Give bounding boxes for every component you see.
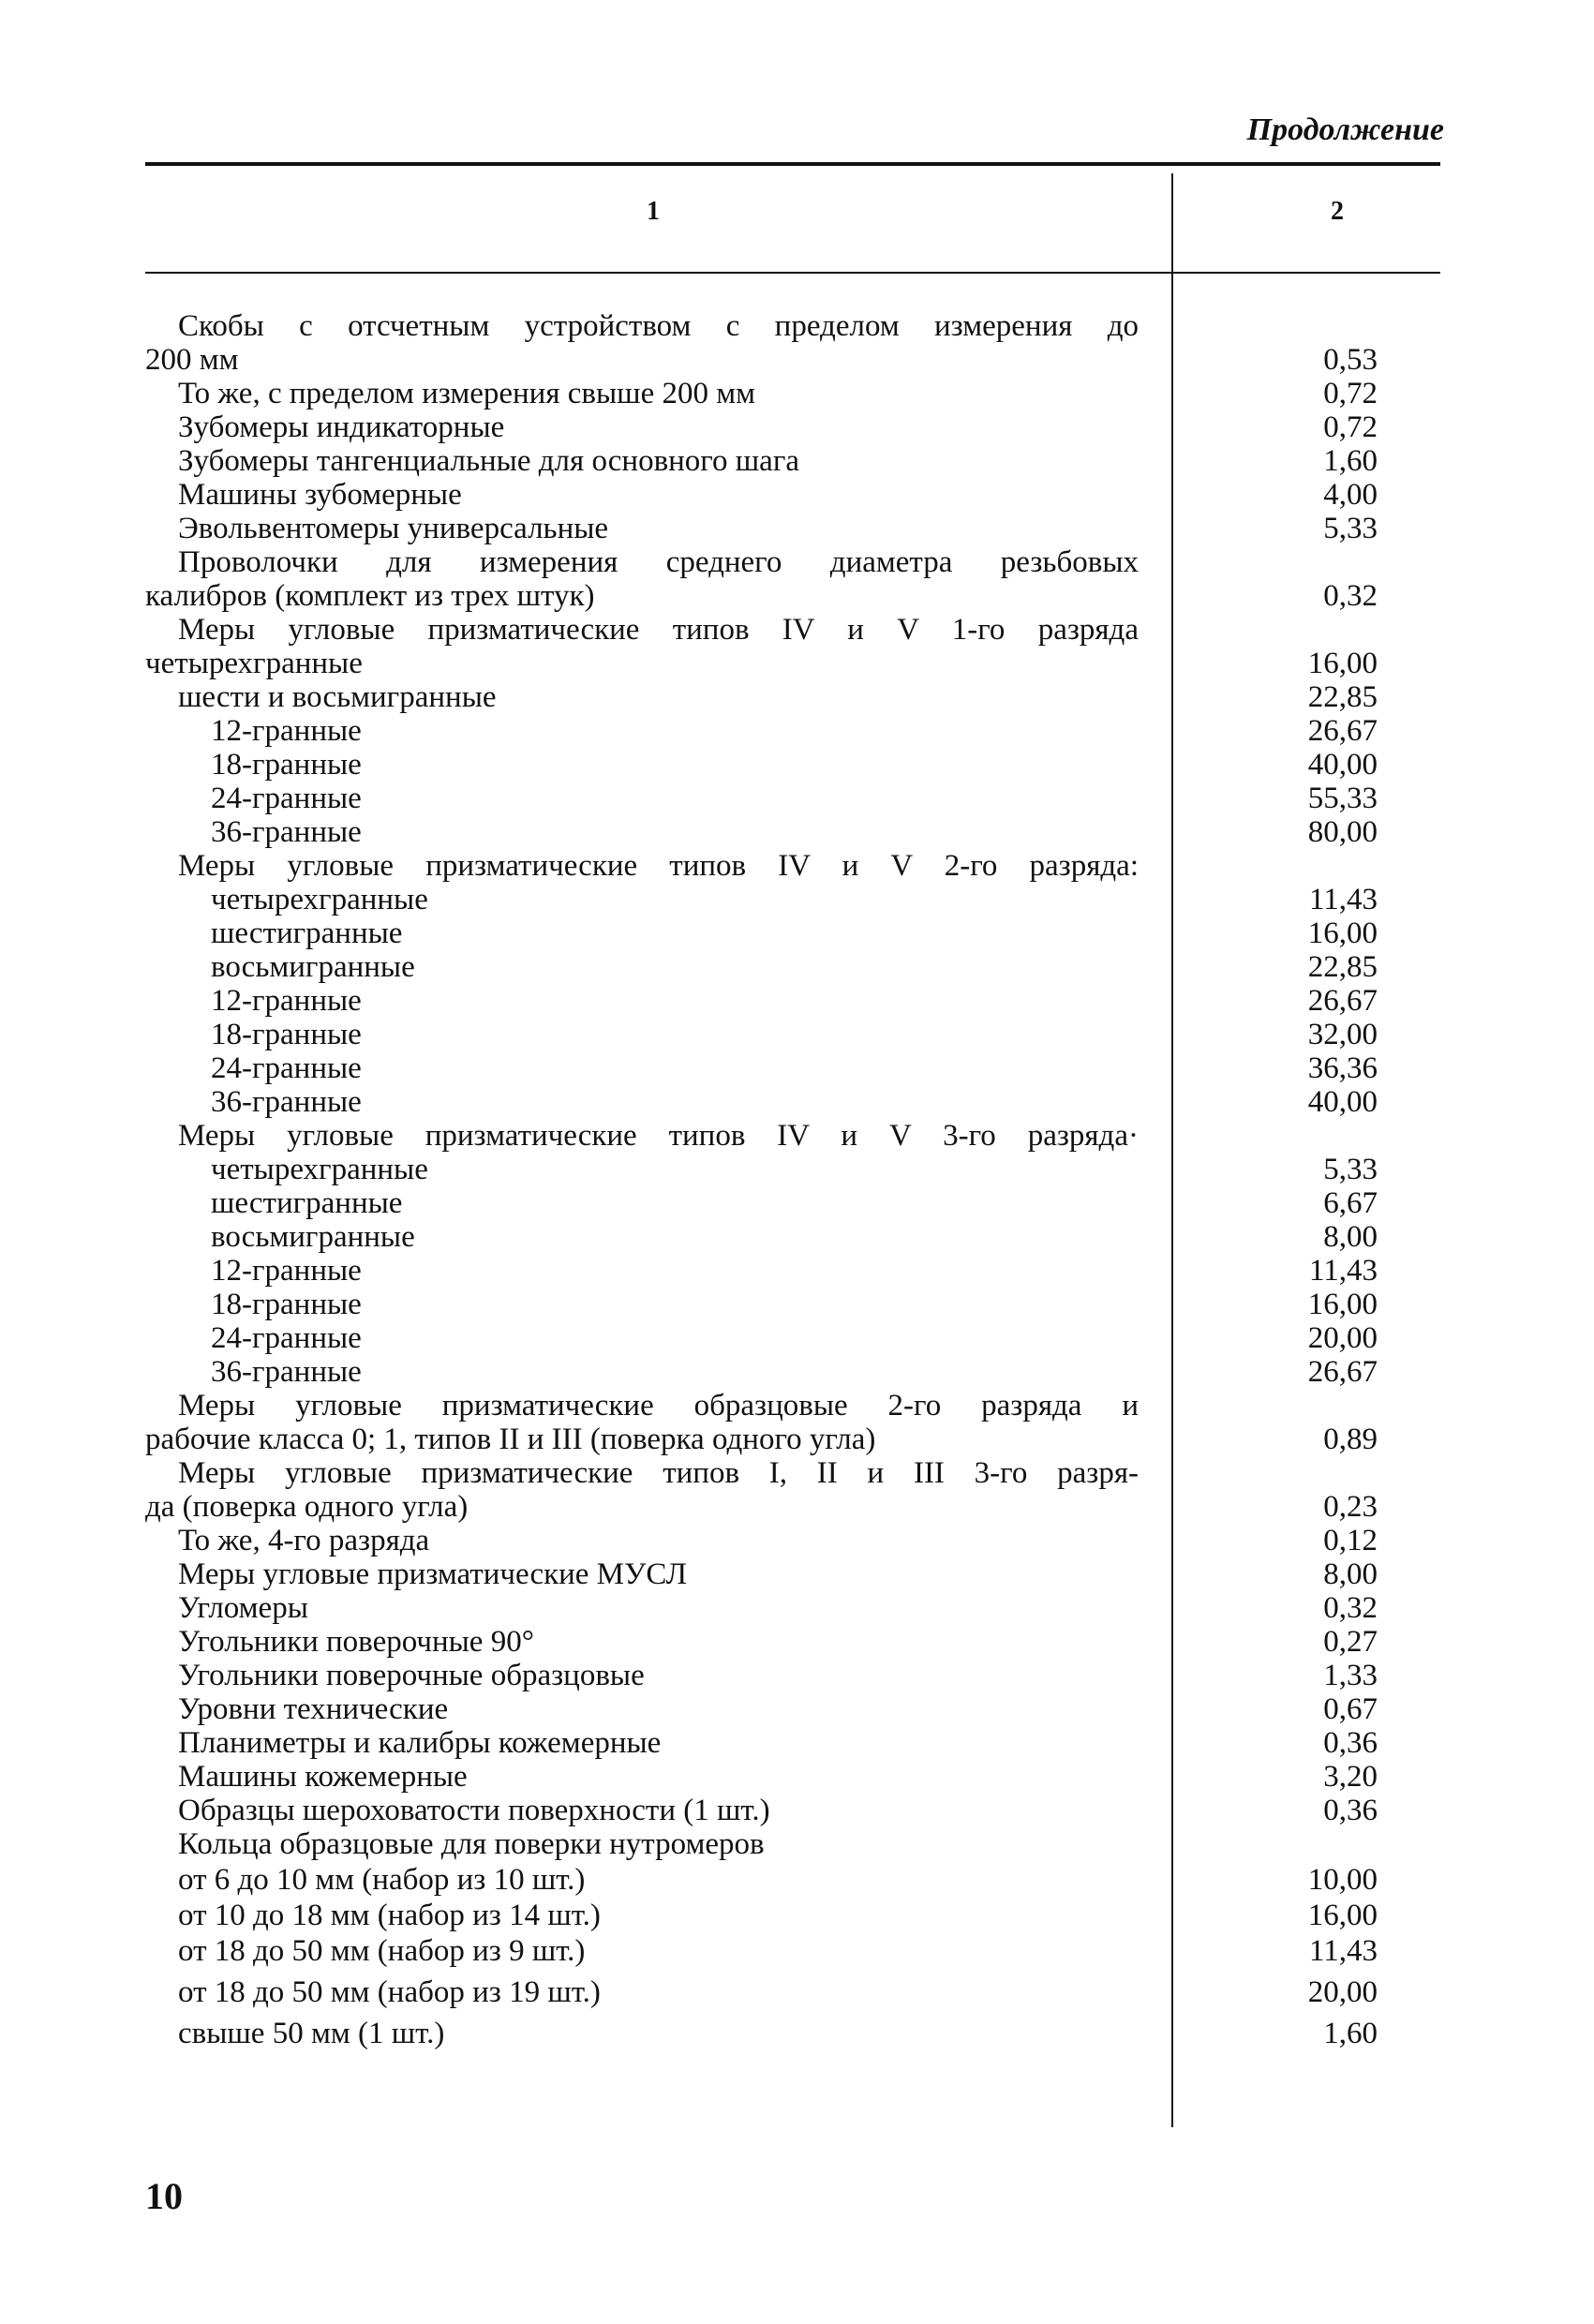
row-description: Эвольвентомеры универсальные	[178, 512, 609, 545]
row-value: 55,33	[1307, 782, 1378, 815]
row-description: 18-гранные	[211, 1288, 362, 1321]
page-number: 10	[145, 2175, 183, 2217]
row-value: 0,23	[1323, 1490, 1378, 1524]
row-description: Зубомеры тангенциальные для основного шага	[178, 444, 800, 478]
row-value: 16,00	[1307, 1899, 1378, 1932]
row-value: 1,33	[1323, 1659, 1378, 1692]
row-value: 0,89	[1323, 1423, 1378, 1456]
row-value: 10,00	[1307, 1863, 1378, 1897]
row-description: от 18 до 50 мм (набор из 19 шт.)	[178, 1975, 601, 2009]
row-description: Машины зубомерные	[178, 478, 462, 512]
row-value: 0,72	[1323, 410, 1378, 444]
row-value: 32,00	[1307, 1018, 1378, 1051]
row-description: Меры угловые призматические типов IV и V 1-го разряда	[178, 613, 1139, 647]
row-description: 200 мм	[145, 343, 239, 377]
row-description: четырехгранные	[211, 883, 428, 916]
row-value: 0,27	[1323, 1625, 1378, 1659]
row-value: 16,00	[1307, 916, 1378, 950]
row-value: 8,00	[1323, 1557, 1378, 1591]
row-description: 24-гранные	[211, 1321, 362, 1355]
row-value: 3,20	[1323, 1760, 1378, 1794]
row-description: Угольники поверочные образцовые	[178, 1659, 645, 1692]
row-value: 26,67	[1307, 714, 1378, 748]
row-value: 1,60	[1323, 444, 1378, 478]
row-description: 36-гранные	[211, 1085, 362, 1119]
row-value: 36,36	[1307, 1051, 1378, 1085]
row-description: Уровни технические	[178, 1692, 449, 1726]
row-description: шести и восьмигранные	[178, 680, 497, 714]
row-value: 5,33	[1323, 512, 1378, 545]
row-description: от 18 до 50 мм (набор из 9 шт.)	[178, 1934, 586, 1968]
row-description: шестигранные	[211, 916, 403, 950]
row-value: 26,67	[1307, 984, 1378, 1018]
row-value: 1,60	[1323, 2017, 1378, 2050]
row-value: 22,85	[1307, 950, 1378, 984]
row-description: рабочие класса 0; 1, типов II и III (поверка одного угла)	[145, 1423, 876, 1456]
row-value: 0,53	[1323, 343, 1378, 377]
row-value: 0,72	[1323, 377, 1378, 410]
row-value: 20,00	[1307, 1975, 1378, 2009]
row-description: Планиметры и калибры кожемерные	[178, 1726, 662, 1760]
row-description: Кольца образцовые для поверки нутромеров	[178, 1827, 765, 1861]
row-description: 36-гранные	[211, 815, 362, 849]
row-description: четырехгранные	[211, 1153, 428, 1186]
row-description: четырехгранные	[145, 647, 363, 680]
row-value: 0,36	[1323, 1726, 1378, 1760]
row-description: восьмигранные	[211, 950, 415, 984]
row-description: от 6 до 10 мм (набор из 10 шт.)	[178, 1863, 586, 1897]
row-value: 0,12	[1323, 1524, 1378, 1557]
row-value: 80,00	[1307, 815, 1378, 849]
column-header-2: 2	[1331, 197, 1344, 226]
row-description: Скобы с отсчетным устройством с пределом измерения до	[178, 309, 1139, 343]
row-value: 0,32	[1323, 1591, 1378, 1625]
row-description: Проволочки для измерения среднего диаметра резьбовых	[178, 545, 1139, 579]
row-value: 22,85	[1307, 680, 1378, 714]
row-description: Образцы шероховатости поверхности (1 шт.)	[178, 1794, 770, 1827]
row-value: 40,00	[1307, 1085, 1378, 1119]
row-value: 6,67	[1323, 1186, 1378, 1220]
row-description: Меры угловые призматические типов IV и V 2-го разряда:	[178, 849, 1139, 883]
row-description: Меры угловые призматические образцовые 2-го разряда и	[178, 1389, 1139, 1423]
continuation-label: Продолжение	[1246, 112, 1444, 147]
row-description: Меры угловые призматические типов IV и V 3-го разряда·	[178, 1119, 1139, 1153]
row-value: 4,00	[1323, 478, 1378, 512]
column-header-1: 1	[647, 197, 660, 226]
row-description: 12-гранные	[211, 1254, 362, 1288]
row-description: Машины кожемерные	[178, 1760, 468, 1794]
row-description: 24-гранные	[211, 1051, 362, 1085]
row-value: 40,00	[1307, 748, 1378, 782]
row-description: 12-гранные	[211, 714, 362, 748]
row-description: от 10 до 18 мм (набор из 14 шт.)	[178, 1899, 601, 1932]
row-description: То же, 4-го разряда	[178, 1524, 430, 1557]
row-description: 12-гранные	[211, 984, 362, 1018]
row-value: 5,33	[1323, 1153, 1378, 1186]
row-value: 20,00	[1307, 1321, 1378, 1355]
row-description: 24-гранные	[211, 782, 362, 815]
row-description: 18-гранные	[211, 1018, 362, 1051]
row-description: Угольники поверочные 90°	[178, 1625, 534, 1659]
row-value: 0,67	[1323, 1692, 1378, 1726]
row-value: 16,00	[1307, 1288, 1378, 1321]
row-description: восьмигранные	[211, 1220, 415, 1254]
row-value: 0,32	[1323, 579, 1378, 613]
row-description: Меры угловые призматические МУСЛ	[178, 1557, 687, 1591]
row-value: 16,00	[1307, 647, 1378, 680]
row-value: 11,43	[1308, 1254, 1378, 1288]
row-description: Меры угловые призматические типов I, II и III 3-го разря-	[178, 1456, 1139, 1490]
row-description: 36-гранные	[211, 1355, 362, 1389]
row-value: 11,43	[1308, 1934, 1378, 1968]
row-value: 26,67	[1307, 1355, 1378, 1389]
row-description: калибров (комплект из трех штук)	[145, 579, 595, 613]
row-description: То же, с пределом измерения свыше 200 мм	[178, 377, 755, 410]
row-description: 18-гранные	[211, 748, 362, 782]
row-description: шестигранные	[211, 1186, 403, 1220]
row-value: 0,36	[1323, 1794, 1378, 1827]
row-value: 11,43	[1308, 883, 1378, 916]
row-description: свыше 50 мм (1 шт.)	[178, 2017, 445, 2050]
row-description: Зубомеры индикаторные	[178, 410, 505, 444]
row-description: да (поверка одного угла)	[145, 1490, 469, 1524]
row-description: Угломеры	[178, 1591, 308, 1625]
row-value: 8,00	[1323, 1220, 1378, 1254]
